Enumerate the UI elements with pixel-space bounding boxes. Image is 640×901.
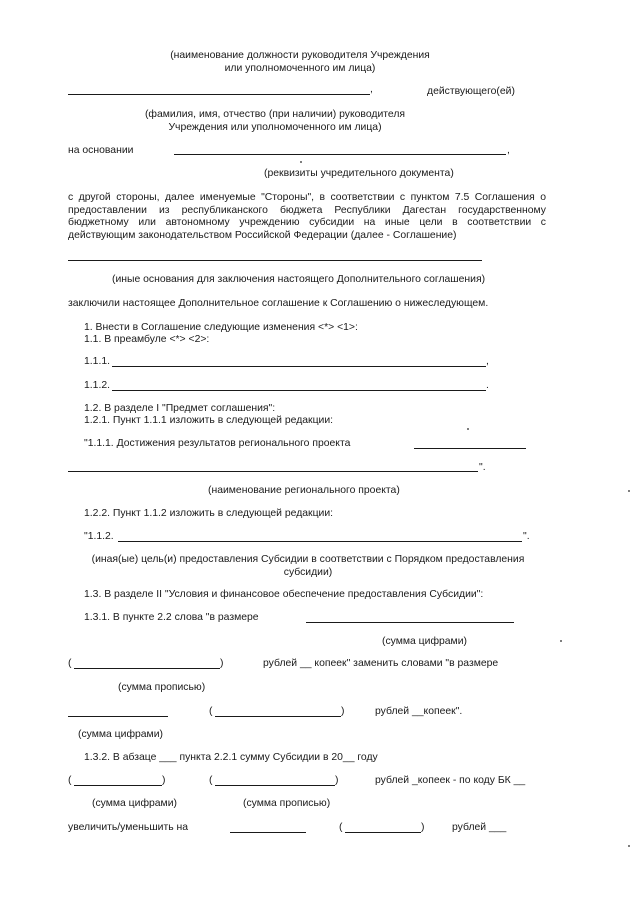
position-caption-line-2: или уполномоченного им лица) <box>224 62 376 74</box>
open-paren-2: ( <box>209 706 213 717</box>
sum-digits-caption-3: (сумма цифрами) <box>92 798 177 809</box>
increase-decrease-label: увеличить/уменьшить на <box>68 822 189 833</box>
amount-words-blank-3 <box>215 785 335 786</box>
position-caption <box>120 50 480 75</box>
open-paren-1: ( <box>68 658 72 669</box>
clause-1-1-2: 1.1.2. <box>84 380 110 391</box>
speck <box>300 161 302 163</box>
quote-end: ". <box>479 462 486 473</box>
fio-caption-line-1: (фамилия, имя, отчество (при наличии) руководителя <box>144 109 406 120</box>
sum-digits-caption-2: (сумма цифрами) <box>78 729 163 740</box>
purpose-caption-line-2: субсидии) <box>283 566 333 578</box>
other-grounds-blank <box>68 260 482 261</box>
sum-digits-caption-1: (сумма цифрами) <box>382 636 467 647</box>
amount-words-blank-2 <box>215 716 341 717</box>
project-caption: (наименование регионального проекта) <box>208 485 400 496</box>
basis-label: на основании <box>68 145 134 156</box>
rub-kbk-text: рублей _копеек - по коду БК __ <box>375 775 526 786</box>
clause-1: 1. Внести в Соглашение следующие изменения <*> <1>: <box>84 322 358 333</box>
regional-project-blank-1 <box>414 448 526 449</box>
fio-caption <box>95 109 455 134</box>
purpose-quote: "1.1.2. <box>84 531 114 542</box>
rub-kop-text: рублей __копеек". <box>375 706 463 717</box>
parties-paragraph <box>68 192 546 243</box>
close-paren-5: ) <box>421 822 425 833</box>
clause-1-3: 1.3. В разделе II "Условия и финансовое обеспечение предоставления Субсидии": <box>84 589 484 600</box>
clause-1-1-1: 1.1.1. <box>84 356 110 367</box>
position-caption-line-1: (наименование должности руководителя Учреждения <box>170 50 430 61</box>
parties-line-2: предоставлении из республиканского бюджета Республики Дагестан государственному <box>68 204 546 216</box>
close-paren-1: ) <box>220 658 224 669</box>
regional-project-quote: "1.1.1. Достижения результатов регионального проекта <box>84 438 351 449</box>
rub-tail-text: рублей ___ <box>452 822 507 833</box>
clause-1-1-2-dot: . <box>486 380 489 391</box>
fio-caption-line-2: Учреждения или уполномоченного им лица) <box>168 121 382 133</box>
comma-mark: , <box>370 84 373 95</box>
position-blank <box>68 94 370 95</box>
clause-1-3-1: 1.3.1. В пункте 2.2 слова "в размере <box>84 612 259 623</box>
close-paren-2: ) <box>341 706 345 717</box>
basis-comma: , <box>507 145 510 156</box>
other-grounds-caption: (иные основания для заключения настоящего Дополнительного соглашения) <box>112 274 486 285</box>
basis-blank <box>174 154 506 155</box>
open-paren-4: ( <box>209 775 213 786</box>
speck <box>628 490 630 492</box>
regional-project-blank-2 <box>68 471 478 472</box>
amount-words-blank-1 <box>74 668 220 669</box>
sum-words-caption-2: (сумма прописью) <box>243 798 331 809</box>
amount-digits-blank-4 <box>230 832 306 833</box>
parties-line-1: с другой стороны, далее именуемые "Стороны", в соответствии с пунктом 7.5 Соглашения о <box>68 192 546 203</box>
amount-digits-blank-2 <box>68 716 168 717</box>
parties-line-4: действующим законодательством Российской Федерации (далее - Соглашение) <box>68 230 457 242</box>
clause-1-1-1-blank <box>112 366 486 367</box>
open-paren-3: ( <box>68 775 72 786</box>
amount-digits-blank-3 <box>74 785 162 786</box>
clause-1-1: 1.1. В преамбуле <*> <2>: <box>84 334 210 345</box>
clause-1-2: 1.2. В разделе I "Предмет соглашения": <box>84 403 276 414</box>
clause-1-2-2: 1.2.2. Пункт 1.1.2 изложить в следующей редакции: <box>84 508 334 519</box>
open-paren-5: ( <box>339 822 343 833</box>
purpose-caption <box>78 554 538 579</box>
basis-caption: (реквизиты учредительного документа) <box>264 168 454 179</box>
purpose-caption-line-1: (иная(ые) цель(и) предоставления Субсидии в соответствии с Порядком предоставления <box>91 554 525 565</box>
concluded-text: заключили настоящее Дополнительное соглашение к Соглашению о нижеследующем. <box>68 298 489 309</box>
speck <box>467 428 469 430</box>
amount-words-blank-4 <box>345 832 421 833</box>
purpose-quote-end: ". <box>523 531 530 542</box>
clause-1-2-1: 1.2.1. Пункт 1.1.1 изложить в следующей редакции: <box>84 415 334 426</box>
clause-1-3-2: 1.3.2. В абзаце ___ пункта 2.2.1 сумму Субсидии в 20__ году <box>84 752 378 763</box>
clause-1-1-1-dot: , <box>486 356 489 367</box>
speck <box>560 640 562 642</box>
close-paren-4: ) <box>335 775 339 786</box>
acting-label: действующего(ей) <box>427 86 515 97</box>
sum-words-caption-1: (сумма прописью) <box>118 682 206 693</box>
parties-line-3: бюджетному или автономному учреждению субсидии на иные цели в соответствии с <box>68 217 546 229</box>
purpose-blank <box>118 541 522 542</box>
close-paren-3: ) <box>162 775 166 786</box>
speck <box>628 845 630 847</box>
rub-replace-text: рублей __ копеек" заменить словами "в размере <box>263 658 499 669</box>
amount-blank-1 <box>306 622 514 623</box>
clause-1-1-2-blank <box>112 390 486 391</box>
